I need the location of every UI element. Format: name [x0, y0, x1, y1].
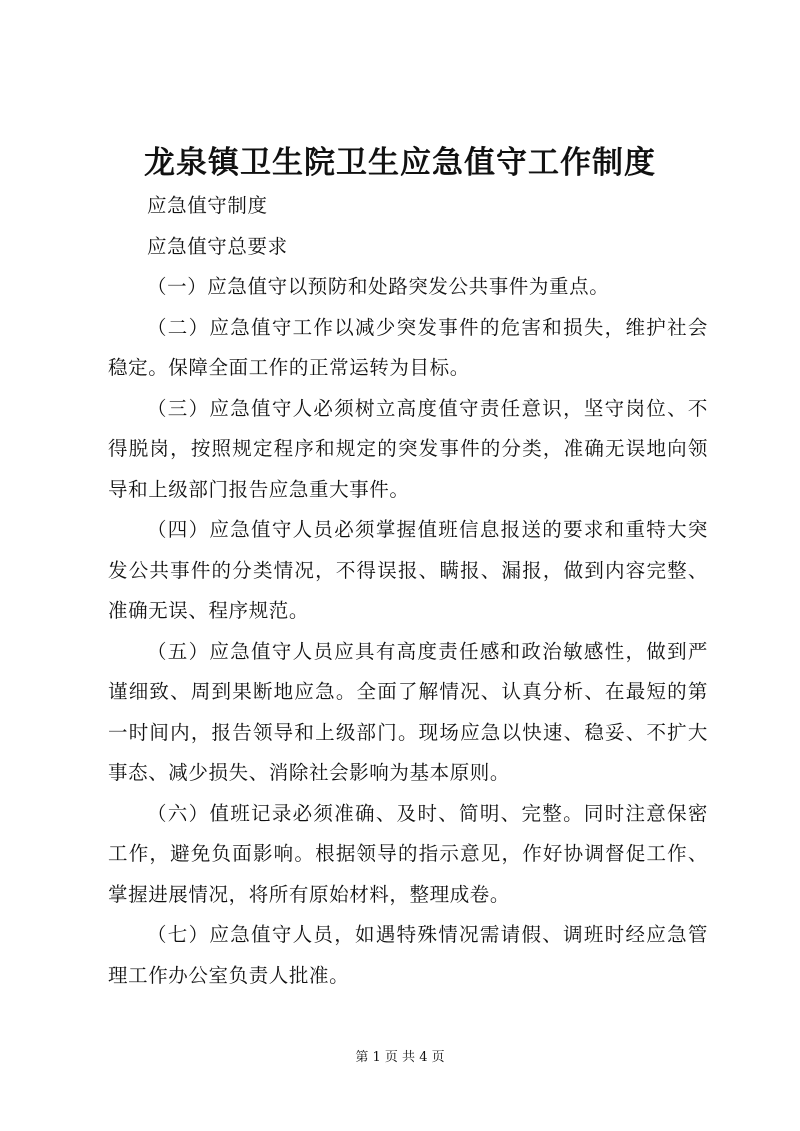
document-body	[108, 186, 708, 996]
document-title: 龙泉镇卫生院卫生应急值守工作制度	[144, 145, 656, 181]
paragraph-general-requirement: 应急值守总要求	[147, 234, 288, 258]
paragraph-item-3: （三）应急值守人必须树立高度值守责任意识，坚守岗位、不得脱岗，按照规定程序和规定的突发事件的分类，准确无误地向领导和上级部门报告应急重大事件。	[108, 396, 708, 501]
paragraph-subtitle: 应急值守制度	[147, 194, 268, 217]
paragraph-item-2: （二）应急值守工作以减少突发事件的危害和损失，维护社会稳定。保障全面工作的正常运转为目标。	[108, 315, 708, 379]
paragraph-item-5: （五）应急值守人员应具有高度责任感和政治敏感性，做到严谨细致、周到果断地应急。全面了解情况、认真分析、在最短的第一时间内，报告领导和上级部门。现场应急以快速、稳妥、不扩大事态、减少损失、消除社会影响为基本原则。	[108, 639, 708, 784]
page-footer: 第 1 页 共 4 页	[355, 1050, 445, 1065]
paragraph-item-1: （一）应急值守以预防和处路突发公共事件为重点。	[147, 275, 610, 298]
paragraph-item-7: （七）应急值守人员，如遇特殊情况需请假、调班时经应急管理工作办公室负责人批准。	[108, 923, 708, 987]
paragraph-item-4: （四）应急值守人员必须掌握值班信息报送的要求和重特大突发公共事件的分类情况，不得误报、瞒报、漏报，做到内容完整、准确无误、程序规范。	[108, 518, 708, 622]
paragraph-item-6: （六）值班记录必须准确、及时、简明、完整。同时注意保密工作，避免负面影响。根据领导的指示意见，作好协调督促工作、掌握进展情况，将所有原始材料，整理成卷。	[108, 801, 708, 906]
